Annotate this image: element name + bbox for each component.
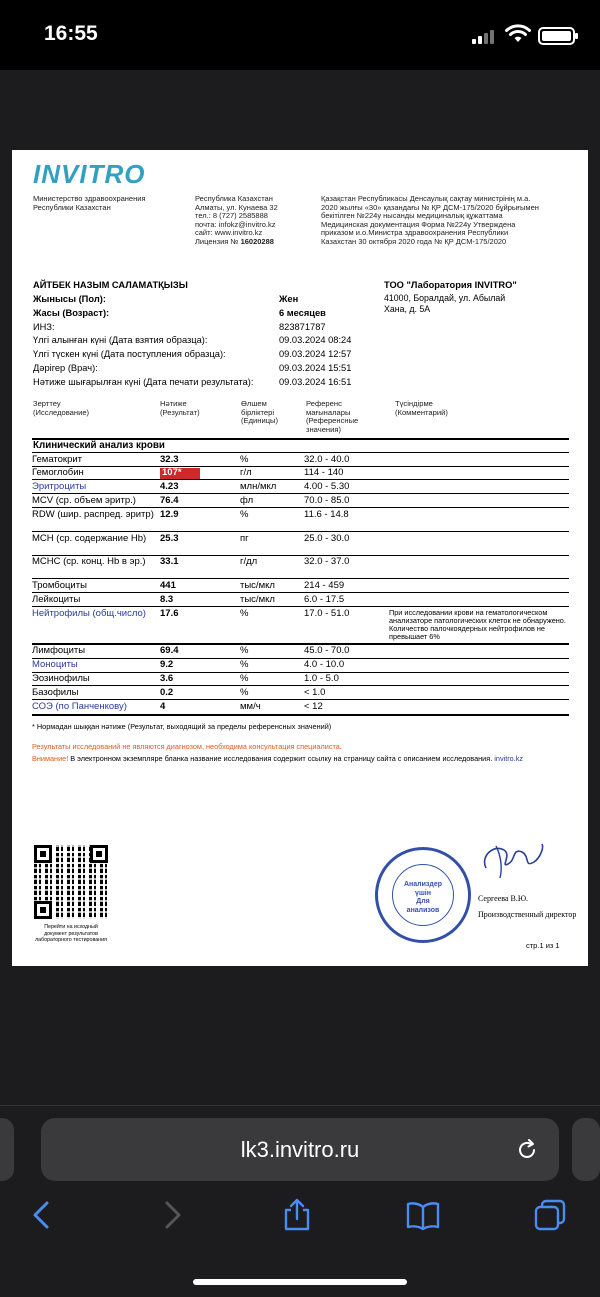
forward-icon[interactable]	[155, 1198, 189, 1232]
test-link: Эритроциты	[32, 481, 87, 492]
status-time: 16:55	[44, 22, 98, 45]
section-title: Клинический анализ крови	[33, 440, 165, 451]
ministry-text: Министерство здравоохранения Республики Казахстан	[33, 194, 146, 212]
patient-name: АЙТБЕК НАЗЫМ САЛАМАТҚЫЗЫ	[33, 280, 188, 290]
address-bar[interactable]	[41, 1118, 559, 1181]
disclaimer: Результаты исследований не являются диагнозом, необходима консультация специалиста.	[32, 742, 342, 751]
back-icon[interactable]	[25, 1198, 59, 1232]
col-header-comment: Түсіндірме (Комментарий)	[395, 399, 448, 417]
footnote: * Нормадан шыққан нәтиже (Результат, выходящий за пределы референсных значений)	[32, 722, 332, 731]
url-text: lk3.invitro.ru	[240, 1137, 360, 1162]
signature-mark	[478, 838, 548, 883]
cellular-signal-icon	[472, 30, 498, 44]
attention-note: Внимание! В электронном экземпляре бланка название исследования содержит ссылку на страницу сайта с описанием исследования. invitro.kz	[32, 754, 524, 763]
wifi-icon	[505, 24, 531, 44]
col-header-units: Өлшем бірліктері (Единицы)	[241, 399, 279, 426]
status-bar	[0, 0, 600, 70]
share-icon[interactable]	[280, 1198, 314, 1232]
abnormal-result-flag: 107*	[160, 468, 200, 479]
page-number: стр.1 из 1	[526, 941, 560, 950]
col-header-test: Зерттеу (Исследование)	[33, 399, 90, 417]
col-header-result: Нәтиже (Результат)	[160, 399, 200, 417]
site-link[interactable]: invitro.kz	[494, 754, 524, 763]
test-link: СОЭ (по Панченкову)	[32, 701, 127, 712]
legal-text: Қазақстан Республикасы Денсаулық сақтау министрінің м.а. 2020 жылғы «30» қазандағы № ҚР ДСМ-175/2020 бұйрығымен бекітілген №224у нысанды медициналық құжаттама Медицинская документация Форма №224у Утверждена приказом и.о.Министра здравоохранения Республики Казахстан 30 октября 2020 года № ҚР ДСМ-175/2020	[321, 194, 539, 246]
tabs-icon[interactable]	[533, 1198, 567, 1232]
signer-title: Производственный директор	[478, 910, 577, 919]
test-link: Нейтрофилы (общ.число)	[32, 608, 146, 619]
patient-fields: Жынысы (Пол): Жен Жасы (Возраст): 6 месяцев ИНЗ: 823871787 Үлгі алынған күні (Дата взятия образца): 09.03.2024 08:24 Үлгі түскен күні (Дата поступления образца): 09.03.2024 12:57 Дәрігер (Врач): 09.03.2024 15:51 Нәтиже шығарылған күні (Дата печати результата): 09.03.2024 16:51	[33, 294, 352, 387]
reload-icon[interactable]	[515, 1138, 539, 1162]
comment-text: При исследовании крови на гематологическом анализаторе патологических клеток не обнаружено. Количество палочкоядерных нейтрофилов не превышает 6%	[389, 608, 566, 641]
lab-result-document: INVITRO Министерство здравоохранения Республики Казахстан Республика Казахстан Алматы, ул. Кунаева 32 тел.: 8 (727) 2585888 почта: infokz@invitro.kz сайт: www.invitro.kz Лицензия № 16020288 Қазақстан Республикасы Денсаулық сақтау министрінің м.а. 2020 жылғы «30» қазандағы № ҚР ДСМ-175/2020 бұйрығымен бекітілген №224у нысанды медициналық құжаттама Медицинская документация Форма №224у Утверждена приказом и.о.Министра здравоохранения Республики Казахстан 30 октября 2020 года № ҚР ДСМ-175/2020 АЙТБЕК НАЗЫМ САЛАМАТҚЫЗЫ Жынысы (Пол): Жен Жасы (Возраст): 6 месяцев ИНЗ: 823871787 Үлгі алынған күні (Дата взятия образца): 09.03.2024 08:24 Үлгі түскен күні (Дата поступления образца): 09.03.2024 12:57 Дәрігер (Врач): 09.03.2024 15:51 Нәтиже шығарылған күні (Дата печати результата): 09.03.2024 16:51 ТОО "Лаборатория INVITRO" 41000, Боралдай, ул. Абылай Хана, д. 5А Зерттеу (Исследование) Нәтиже (Результат) Өлшем бірліктері (Единицы) Референс мағыналары (Референсные значения) Түсіндірме (Комментарий) Клинический анализ крови Гематокрит 32.3 % 32.0 - 40.0 Гемоглобин 107* г/л 114 - 140 Эритроциты 4.23 млн/мкл 4.00 - 5.30 MCV (ср. объем эритр.) 76.4 фл 70.0 - 85.0 RDW (шир. распред. эритр) 12.9 % 11.6 - 14.8 MCH (ср. содержание Hb) 25.3 пг 25.0 - 30.0 MCHC (ср. конц. Hb в эр.) 33.1 г/дл 32.0 - 37.0 Тромбоциты 441 тыс/мкл 214 - 459 Лейкоциты 8.3 тыс/мкл 6.0 - 17.5 Нейтрофилы (общ.число) 17.6 % 17.0 - 51.0 При исследовании крови на гематологическом анализаторе патологических клеток не обнаружено. Количество палочкоядерных нейтрофилов не превышает 6% Лимфоциты 69.4 % 45.0 - 70.0 Моноциты 9.2 % 4.0 - 10.0 Эозинофилы 3.6 % 1.0 - 5.0 Базофилы 0.2 % < 1.0 СОЭ (по Панченкову) 4 мм/ч < 12 * Нормадан шыққан нәтиже (Результат, выходящий за пределы референсных значений) Результаты исследований не являются диагнозом, необходима консультация специалиста. Внимание! В электронном экземпляре бланка название исследования содержит ссылку на страницу сайта с описанием исследования. invitro.kz Перейти на исходный документ результатов лабораторного тестирования Анализдер үшін Для анализов Сергеева В.Ю. Производственный директор стр.1 из 1	[12, 150, 588, 966]
qr-code[interactable]	[34, 845, 108, 919]
lab-info: ТОО "Лаборатория INVITRO" 41000, Боралдай, ул. Абылай Хана, д. 5А	[384, 280, 517, 314]
page-viewport[interactable]	[0, 70, 600, 1105]
official-stamp: Анализдер үшін Для анализов	[375, 847, 471, 943]
next-tab-pill[interactable]	[572, 1118, 600, 1181]
col-header-ref: Референс мағыналары (Референсные значения)	[306, 399, 359, 434]
qr-caption: Перейти на исходный документ результатов лабораторного тестирования	[35, 924, 107, 944]
invitro-logo: INVITRO	[33, 159, 146, 189]
signer-name: Сергеева В.Ю.	[478, 894, 529, 903]
lab-contacts: Республика Казахстан Алматы, ул. Кунаева 32 тел.: 8 (727) 2585888 почта: infokz@invitro.kz сайт: www.invitro.kz Лицензия № 16020288	[195, 194, 278, 246]
previous-tab-pill[interactable]	[0, 1118, 14, 1181]
bookmarks-icon[interactable]	[406, 1198, 440, 1232]
test-link: Моноциты	[32, 659, 78, 670]
home-indicator[interactable]	[193, 1279, 407, 1285]
battery-icon	[538, 27, 575, 45]
browser-toolbar	[0, 1105, 600, 1297]
